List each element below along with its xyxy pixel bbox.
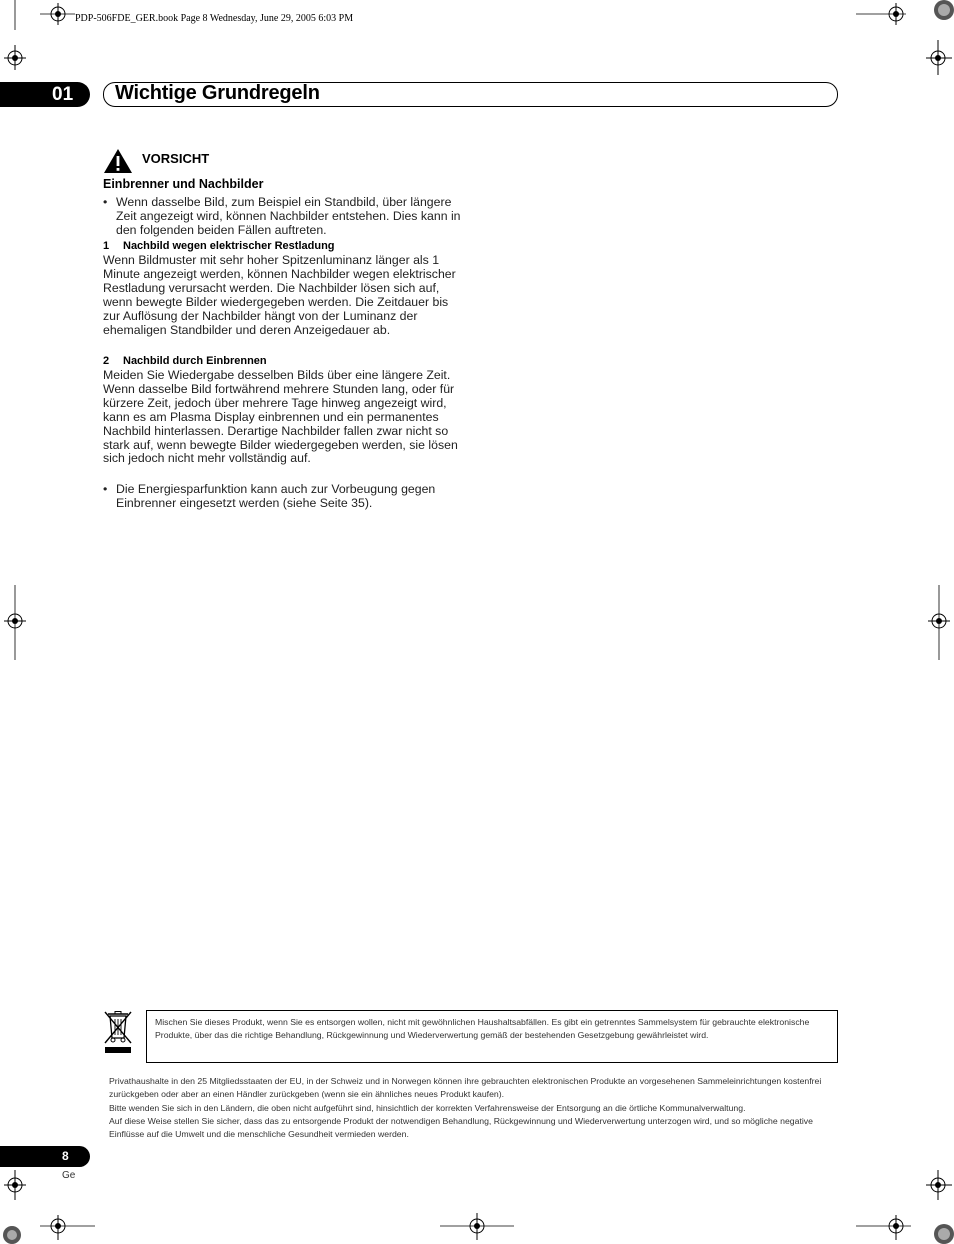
crossed-out-bin-icon	[104, 1010, 132, 1059]
page-number-tab	[0, 1146, 90, 1167]
warning-triangle-icon	[103, 148, 133, 179]
paragraph-2: Meiden Sie Wiedergabe desselben Bilds über eine längere Zeit. Wenn dasselbe Bild fortwährend mehrere Stunden lang, oder für kürzere Zeit, jedoch über mehrere Tage hinweg angezeigt wird, kann es am Plasma Display einbrennen und ein permanentes Nachbild hinterlassen. Derartige Nachbilder fallen zwar nicht so stark auf, wenn bewegte Bilder wiedergegeben werden, sie lösen sich jedoch nicht mehr vollständig auf.	[103, 368, 458, 466]
intro-bullet	[103, 196, 463, 238]
registration-mark-bottom-center	[440, 1210, 514, 1244]
registration-mark-bottom-right	[856, 1150, 954, 1244]
registration-mark-top-right	[856, 0, 954, 75]
subheading-2	[103, 355, 463, 368]
subheading-2-title: Nachbild durch Einbrennen	[123, 355, 267, 367]
language-code: Ge	[62, 1170, 76, 1181]
subheading-1	[103, 240, 463, 253]
weee-paragraph-2: Bitte wenden Sie sich in den Ländern, die oben nicht aufgeführt sind, hinsichtlich der korrekten Verfahrensweise der Entsorgung an die örtliche Kommunalverwaltung.	[109, 1102, 746, 1113]
closing-bullet-text: Die Energiesparfunktion kann auch zur Vorbeugung gegen Einbrenner eingesetzt werden (siehe Seite 35).	[116, 482, 436, 510]
chapter-number-tab	[0, 82, 90, 107]
caution-label: VORSICHT	[142, 151, 210, 166]
chapter-title: Wichtige Grundregeln	[115, 82, 320, 104]
weee-details	[109, 1075, 834, 1141]
weee-notice-text: Mischen Sie dieses Produkt, wenn Sie es entsorgen wollen, nicht mit gewöhnlichen Haushaltsabfällen. Es gibt ein getrenntes Sammelsystem für gebrauchte elektronische Produkte, über das die richtige Behandlung, Rückgewinnung und Wiederverwertung gemäß der bestehenden Gesetzgebung gewährleistet wird.	[155, 1017, 810, 1041]
registration-mark-top-left	[0, 0, 75, 70]
bullet-dot: •	[103, 195, 108, 209]
registration-mark-mid-left	[0, 585, 30, 660]
intro-bullet-text: Wenn dasselbe Bild, zum Beispiel ein Standbild, über längere Zeit angezeigt wird, können Nachbilder entstehen. Dies kann in den folgenden beiden Fällen auftreten.	[116, 195, 461, 237]
subheading-2-number: 2	[103, 355, 110, 367]
print-info-line: PDP-506FDE_GER.book Page 8 Wednesday, June 29, 2005 6:03 PM	[75, 13, 354, 24]
closing-bullet	[103, 483, 463, 511]
subheading-1-title: Nachbild wegen elektrischer Restladung	[123, 240, 335, 252]
subheading-1-number: 1	[103, 240, 110, 252]
chapter-number: 01	[52, 84, 74, 105]
registration-mark-mid-right	[924, 585, 954, 660]
paragraph-1: Wenn Bildmuster mit sehr hoher Spitzenluminanz länger als 1 Minute angezeigt werden, können Nachbilder wegen elektrischer Restladung verursacht werden. Die Nachbilder lösen sich auf, wenn bewegte Bilder wiedergegeben werden. Die Zeitdauer bis zur Auflösung der Nachbilder hängt von der Luminanz der ehemaligen Standbilder und deren Anzeigedauer ab.	[103, 253, 456, 337]
weee-paragraph-1: Privathaushalte in den 25 Mitgliedsstaaten der EU, in der Schweiz und in Norwegen können ihre gebrauchten elektronischen Produkte an vorgesehenen Sammeleinrichtungen kostenfrei zurückgeben oder aber an einen Händler zurückgeben (wenn sie ein ähnliches neues Produkt kaufen).	[109, 1076, 822, 1100]
page-number: 8	[62, 1149, 69, 1163]
section-title: Einbrenner und Nachbilder	[103, 177, 264, 191]
bullet-dot: •	[103, 482, 108, 496]
weee-paragraph-3: Auf diese Weise stellen Sie sicher, dass das zu entsorgende Produkt der notwendigen Behandlung, Rückgewinnung und Wiederverwertung unterzogen wird, und so mögliche negative Einflüsse auf die Umwelt und die menschliche Gesundheit vermieden werden.	[109, 1115, 813, 1140]
